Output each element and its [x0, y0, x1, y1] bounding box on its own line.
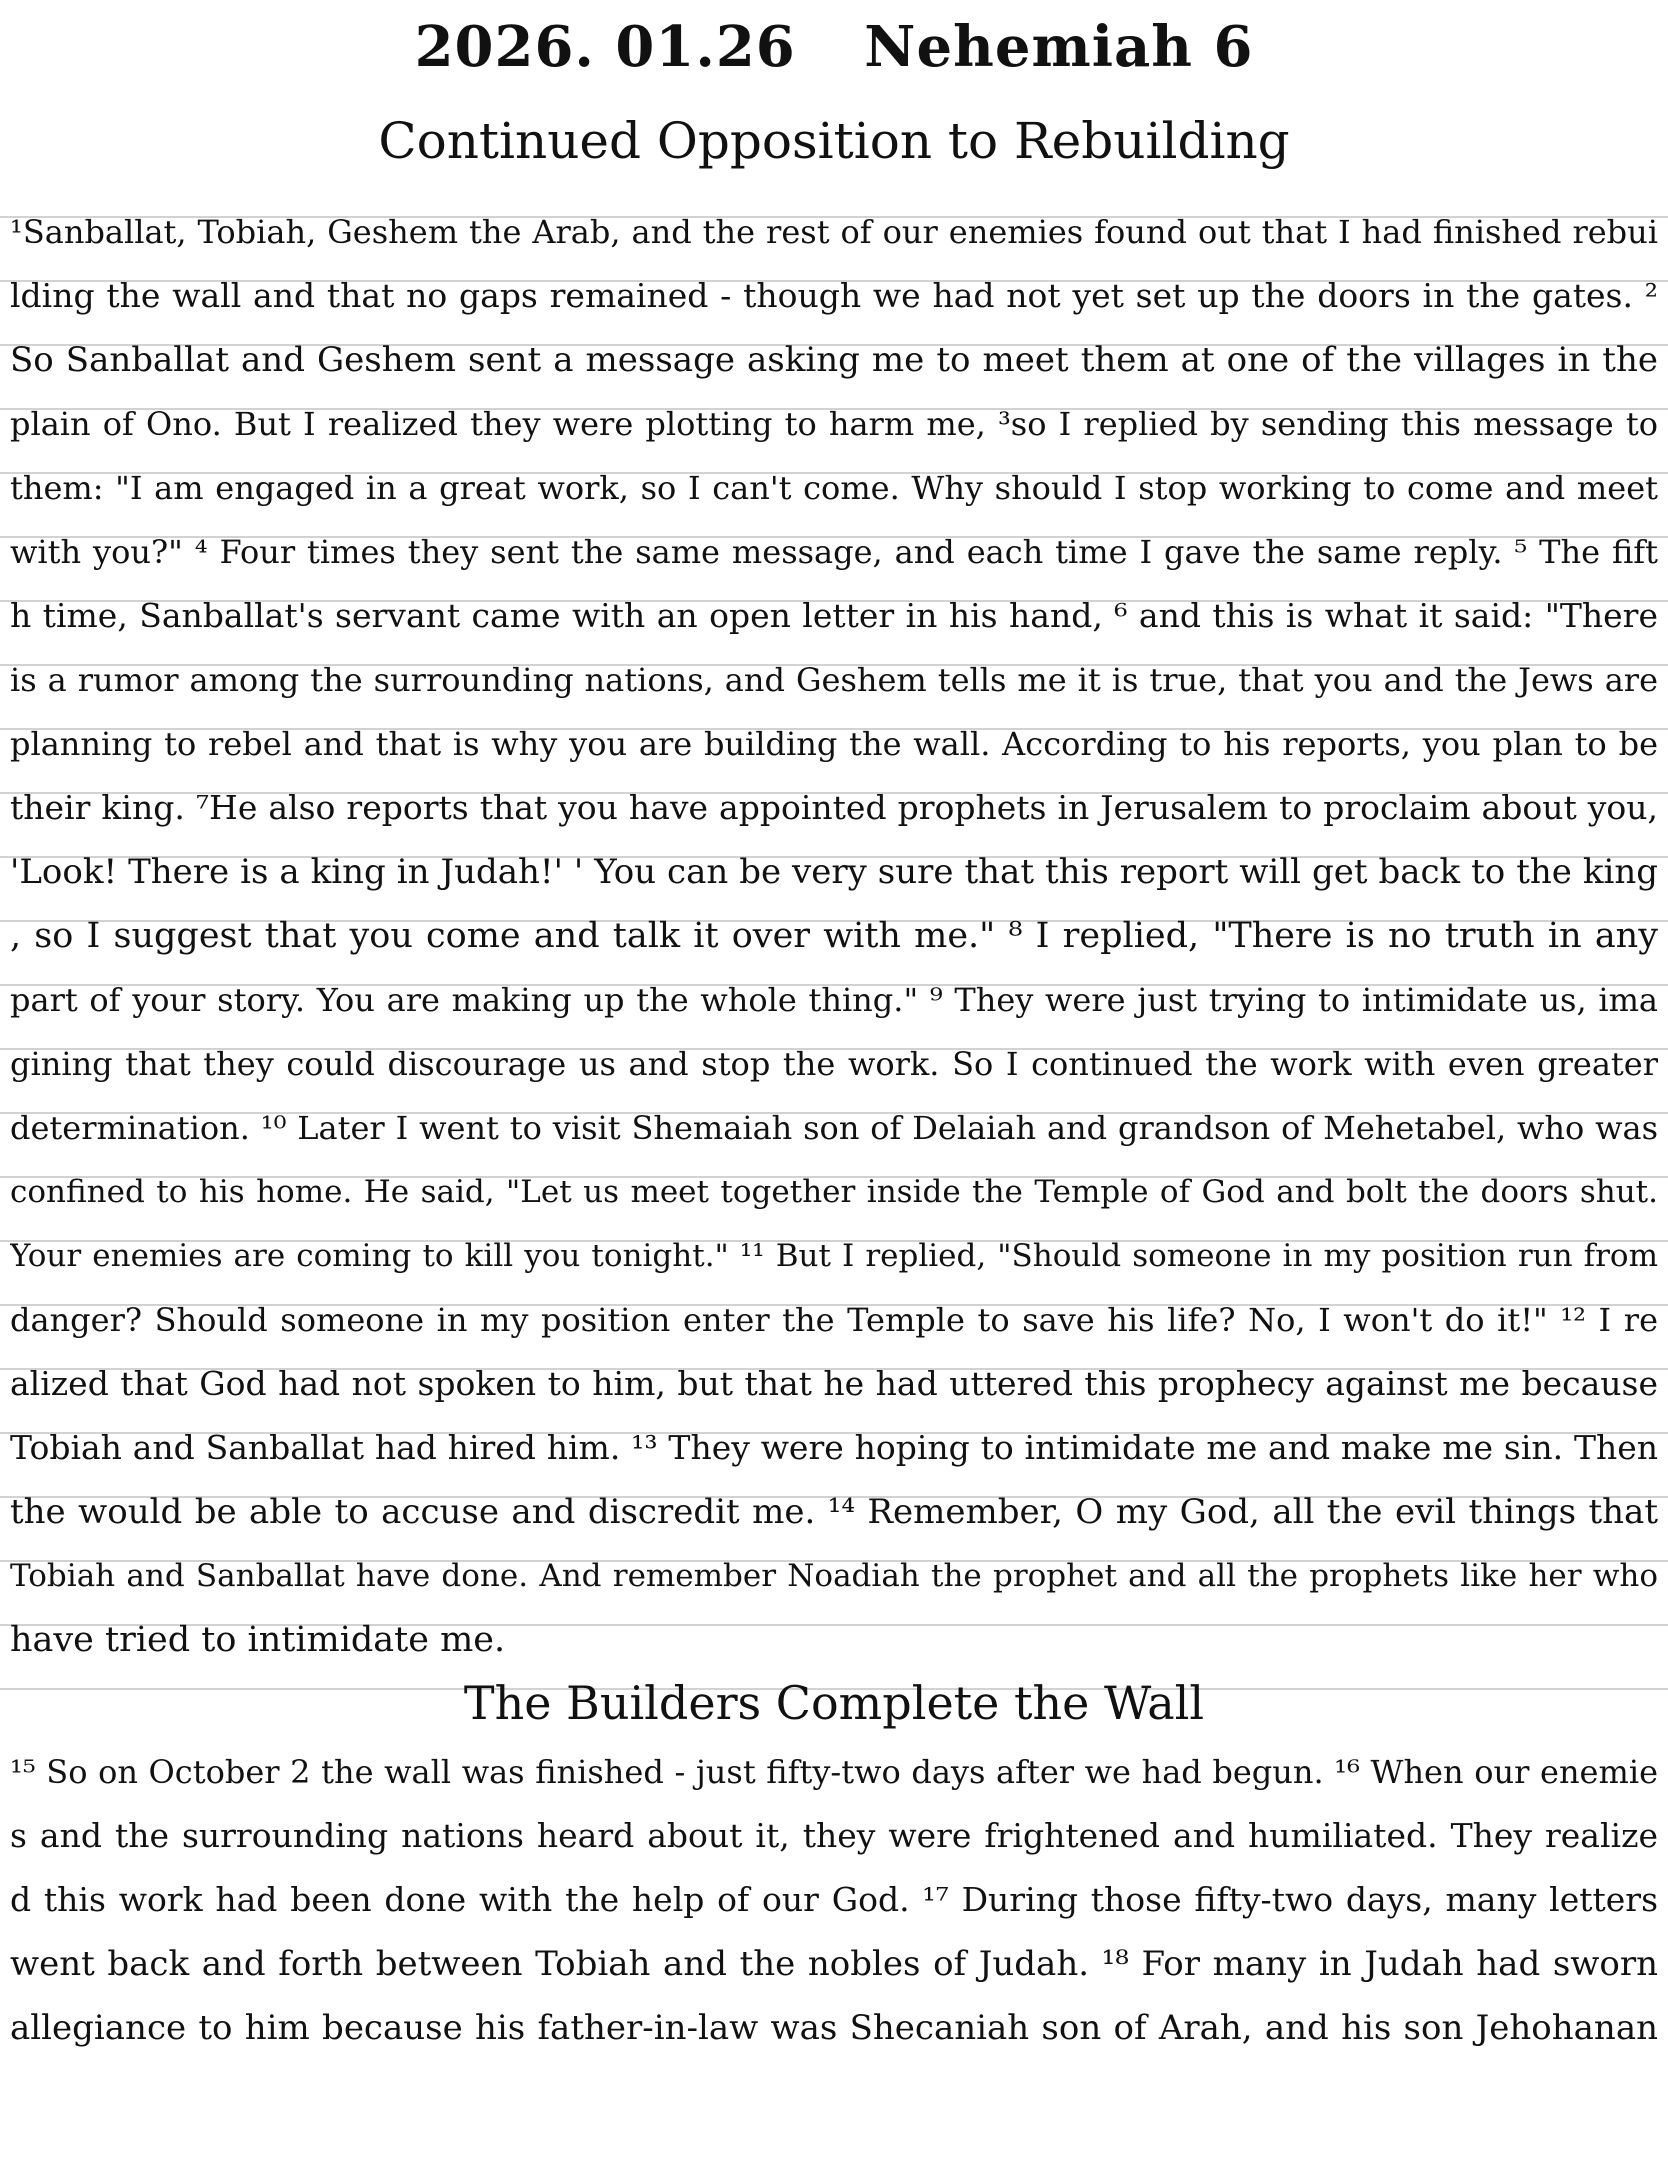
- section-title-opposition: Continued Opposition to Rebuilding: [378, 112, 1290, 170]
- text-line: h time, Sanballat's servant came with an open letter in his hand, ⁶ and this is what it said: "There: [10, 596, 1658, 635]
- text-line: determination. ¹⁰ Later I went to visit Shemaiah son of Delaiah and grandson of Mehetabel, who was: [10, 1109, 1658, 1147]
- text-line: , so I suggest that you come and talk it over with me." ⁸ I replied, "There is no truth in any: [10, 916, 1658, 956]
- text-line: have tried to intimidate me.: [10, 1620, 506, 1660]
- text-line: Your enemies are coming to kill you tonight." ¹¹ But I replied, "Should someone in my position run from: [10, 1238, 1658, 1274]
- text-line: Tobiah and Sanballat had hired him. ¹³ They were hoping to intimidate me and make me sin. Then: [10, 1428, 1658, 1467]
- text-line: allegiance to him because his father-in-law was Shecaniah son of Arah, and his son Jehohanan: [10, 2008, 1658, 2048]
- text-line: plain of Ono. But I realized they were plotting to harm me, ³so I replied by sending this message to: [10, 405, 1658, 443]
- text-line: them: "I am engaged in a great work, so I can't come. Why should I stop working to come and meet: [10, 469, 1658, 507]
- text-line: is a rumor among the surrounding nations, and Geshem tells me it is true, that you and the Jews are: [10, 661, 1658, 699]
- text-line: lding the wall and that no gaps remained - though we had not yet set up the doors in the gates. ²: [10, 276, 1658, 315]
- text-line: their king. ⁷He also reports that you have appointed prophets in Jerusalem to proclaim about you,: [10, 788, 1658, 827]
- text-line: went back and forth between Tobiah and the nobles of Judah. ¹⁸ For many in Judah had sworn: [10, 1944, 1658, 1984]
- section-body-opposition: [10, 200, 1658, 1672]
- text-line: planning to rebel and that is why you are building the wall. According to his reports, you plan to be: [10, 725, 1658, 763]
- entry-date: 2026. 01.26: [414, 14, 796, 80]
- text-line: d this work had been done with the help of our God. ¹⁷ During those fifty-two days, many letters: [10, 1880, 1658, 1919]
- text-line: danger? Should someone in my position enter the Temple to save his life? No, I won't do it!" ¹² I re: [10, 1301, 1658, 1339]
- page-header: [0, 14, 1668, 80]
- text-line: part of your story. You are making up the whole thing." ⁹ They were just trying to intimidate us, ima: [10, 981, 1658, 1019]
- text-line: with you?" ⁴ Four times they sent the same message, and each time I gave the same reply. ⁵ The fift: [10, 533, 1658, 571]
- text-line: So Sanballat and Geshem sent a message asking me to meet them at one of the villages in the: [10, 340, 1658, 380]
- text-line: Tobiah and Sanballat have done. And remember Noadiah the prophet and all the prophets like her who: [10, 1558, 1658, 1594]
- text-line: gining that they could discourage us and stop the work. So I continued the work with even greater: [10, 1045, 1658, 1083]
- section-title-builders: The Builders Complete the Wall: [463, 1676, 1205, 1730]
- text-line: confined to his home. He said, "Let us meet together inside the Temple of God and bolt the doors shut.: [10, 1174, 1658, 1210]
- text-line: alized that God had not spoken to him, but that he had uttered this prophecy against me because: [10, 1364, 1658, 1403]
- text-line: s and the surrounding nations heard about it, they were frightened and humiliated. They realize: [10, 1816, 1658, 1855]
- text-line: ¹Sanballat, Tobiah, Geshem the Arab, and the rest of our enemies found out that I had finished rebui: [10, 213, 1658, 251]
- text-line: the would be able to accuse and discredit me. ¹⁴ Remember, O my God, all the evil things that: [10, 1492, 1658, 1532]
- text-line: 'Look! There is a king in Judah!' ' You can be very sure that this report will get back to the king: [10, 852, 1658, 892]
- section-body-builders: [10, 1740, 1658, 2060]
- text-line: ¹⁵ So on October 2 the wall was finished - just fifty-two days after we had begun. ¹⁶ When our enemie: [10, 1753, 1658, 1791]
- chapter-reference: Nehemiah 6: [864, 14, 1254, 80]
